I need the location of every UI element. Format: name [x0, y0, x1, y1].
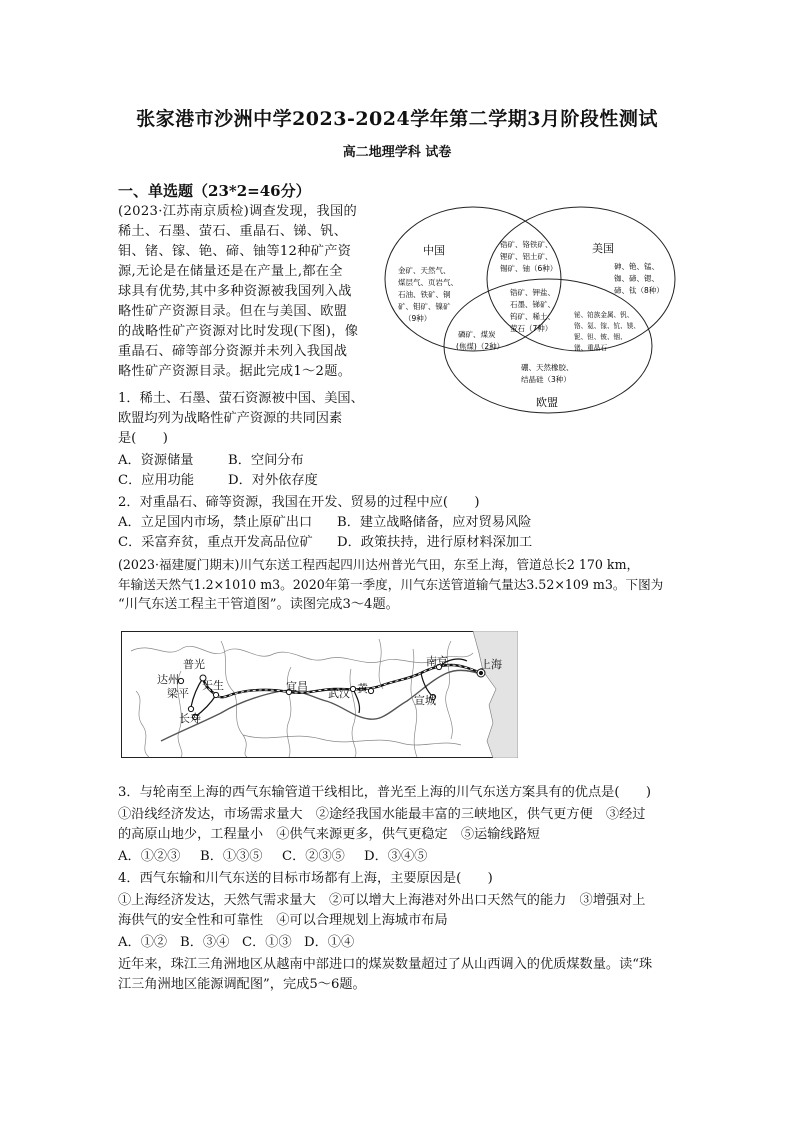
intro-line: 重晶石、碲等部分资源并未列入我国战 — [118, 344, 348, 359]
svg-text:磷矿、煤炭: 磷矿、煤炭 — [458, 330, 496, 339]
label-changshou: 长寿 — [179, 712, 201, 725]
option-a[interactable]: A．①② — [118, 935, 168, 950]
option-d[interactable]: D．政策扶持，进行原材料深加工 — [337, 535, 533, 550]
intro-line: 稀土、石墨、萤石、重晶石、锑、钒、 — [118, 224, 348, 239]
svg-text:锗、重晶石: 锗、重晶石 — [574, 344, 607, 352]
option-row — [118, 933, 354, 953]
label-puguang: 普光 — [183, 658, 205, 671]
option-c[interactable]: C．采富弃贫，重点开发高品位矿 — [118, 535, 313, 550]
page-title: 张家港市沙洲中学2023-2024学年第二学期3月阶段性测试 — [136, 108, 658, 130]
question-line: 海供气的安全性和可靠性 ④可以合理规划上海城市布局 — [118, 913, 448, 928]
intro-line: 略性矿产资源目录。据此完成1～2题。 — [118, 364, 352, 379]
option-c[interactable]: C．①③ — [242, 935, 292, 950]
label-dazhou: 达州 — [157, 673, 179, 686]
svg-text:金矿、天然气、: 金矿、天然气、 — [398, 266, 451, 275]
svg-text:(焦煤)（2种）: (焦煤)（2种） — [456, 342, 505, 351]
usa-eu-minerals — [574, 310, 640, 352]
svg-text:石墨、锑矿、: 石墨、锑矿、 — [510, 300, 555, 309]
label-china: 中国 — [423, 244, 445, 257]
svg-text:铋、铂族金属、钒、: 铋、铂族金属、钒、 — [574, 311, 634, 319]
question-stem: 4．西气东输和川气东送的目标市场都有上海，主要原因是( ) — [118, 871, 493, 886]
intro-line: 近年来，珠江三角洲地区从越南中部进口的煤炭数量超过了从山西调入的优质煤数量。读“珠 — [118, 957, 653, 972]
svg-text:萤石（7种）: 萤石（7种） — [510, 324, 553, 333]
section-heading: 一、单选题（23*2=46分） — [118, 182, 311, 200]
svg-text:（9种）: （9种） — [404, 314, 432, 323]
pipeline-map — [121, 631, 518, 758]
option-row — [118, 471, 318, 491]
option-row — [118, 451, 304, 471]
question-stem: 3．与轮南至上海的西气东输管道干线相比，普光至上海的川气东送方案具有的优点是( ) — [118, 785, 651, 800]
label-yichang: 宜昌 — [286, 680, 308, 693]
question-stem: 欧盟均列为战略性矿产资源的共同因素 — [118, 411, 343, 426]
option-b[interactable]: B．空间分布 — [228, 453, 304, 468]
svg-text:石油、铁矿、铜: 石油、铁矿、铜 — [398, 290, 451, 299]
label-usa: 美国 — [592, 242, 614, 255]
label-tiansheng: 天生 — [202, 679, 224, 692]
option-b[interactable]: B．③④ — [180, 935, 230, 950]
option-d[interactable]: D．对外依存度 — [228, 473, 318, 488]
intro-line: 钼、锗、镓、铯、碲、铀等12种矿产资 — [118, 244, 352, 259]
page-subtitle: 高二地理学科 试卷 — [342, 145, 452, 160]
svg-text:碲、钛（8种）: 碲、钛（8种） — [614, 286, 664, 295]
intro-line: (2023·福建厦门期末)川气东送工程西起四川达州普光气田，东至上海，管道总长2 170 km， — [118, 557, 640, 572]
question-stem: 1．稀土、石墨、萤石资源被中国、美国、 — [118, 391, 364, 406]
question-line: 的高原山地少，工程量小 ④供气来源更多，供气更稳定 ⑤运输线路短 — [118, 827, 540, 842]
question-stem: 2．对重晶石、碲等资源，我国在开发、贸易的过程中应( ) — [118, 495, 480, 510]
svg-text:锆矿、钾盐、: 锆矿、钾盐、 — [510, 288, 555, 297]
label-nanjing: 南京 — [426, 655, 448, 668]
intro-line: 江三角洲地区能源调配图”，完成5～6题。 — [118, 977, 366, 992]
venn-diagram — [378, 196, 678, 416]
option-a[interactable]: A．立足国内市场，禁止原矿出口 — [118, 515, 313, 530]
option-row — [118, 533, 532, 553]
question-stem: 是( ) — [118, 431, 168, 446]
label-eu: 欧盟 — [536, 396, 558, 409]
svg-text:砷、铯、锰、: 砷、铯、锰、 — [614, 262, 659, 271]
svg-text:硼、天然橡胶、: 硼、天然橡胶、 — [521, 363, 574, 372]
option-b[interactable]: B．①③⑤ — [200, 849, 263, 864]
question-line: ①沿线经济发达，市场需求量大 ②途经我国水能最丰富的三峡地区，供气更方便 ③经过 — [118, 807, 646, 822]
svg-text:结晶硅（3种）: 结晶硅（3种） — [521, 375, 571, 384]
svg-text:铷、碲、锶、: 铷、碲、锶、 — [614, 274, 659, 283]
option-c[interactable]: C．②③⑤ — [282, 849, 345, 864]
option-d[interactable]: D．③④⑤ — [364, 849, 428, 864]
label-huang: 黄 — [357, 682, 368, 695]
label-liangping: 梁平 — [167, 687, 189, 700]
china-usa-minerals — [500, 239, 557, 273]
svg-text:锡矿、铀（6种）: 锡矿、铀（6种） — [500, 264, 558, 273]
intro-line: 略性矿产资源目录。但在与美国、欧盟 — [118, 304, 348, 319]
label-wuhan: 武汉 — [328, 687, 350, 700]
svg-text:铬、氦、镓、钪、镁、: 铬、氦、镓、钪、镁、 — [574, 322, 640, 330]
china-eu-minerals — [456, 329, 504, 351]
china-only-minerals — [398, 265, 458, 323]
option-a[interactable]: A．资源储量 — [118, 453, 194, 468]
intro-line: “川气东送工程主干管道图”。读图完成3～4题。 — [118, 597, 399, 612]
eu-only-minerals — [521, 362, 574, 384]
shared-minerals — [510, 287, 555, 333]
option-c[interactable]: C．应用功能 — [118, 473, 195, 488]
intro-line: 球具有优势,其中多种资源被我国列入战 — [118, 284, 352, 299]
option-b[interactable]: B．建立战略储备，应对贸易风险 — [337, 515, 532, 530]
intro-line: 的战略性矿产资源对比时发现(下图)，像 — [118, 324, 359, 339]
svg-text:钨矿、稀土、: 钨矿、稀土、 — [510, 312, 555, 321]
option-row — [118, 847, 427, 867]
label-shanghai: 上海 — [480, 658, 502, 671]
svg-text:矿、钼矿、镍矿: 矿、钼矿、镍矿 — [398, 302, 451, 311]
label-xuancheng: 宣城 — [414, 694, 436, 707]
option-row — [118, 513, 531, 533]
intro-line: 年输送天然气1.2×1010 m3。2020年第一季度，川气东送管道输气量达3.52×109 m3。下图为 — [118, 577, 664, 592]
intro-line: 源,无论是在储量还是在产量上,都在全 — [118, 264, 343, 279]
question-line: ①上海经济发达，天然气需求量大 ②可以增大上海港对外出口天然气的能力 ③增强对上 — [118, 893, 646, 908]
svg-text:铌、钽、铍、铟、: 铌、钽、铍、铟、 — [574, 333, 627, 341]
svg-text:煤层气、页岩气、: 煤层气、页岩气、 — [398, 278, 458, 287]
svg-text:锆矿、铬铁矿、: 锆矿、铬铁矿、 — [500, 240, 553, 249]
usa-only-minerals — [614, 261, 664, 295]
option-d[interactable]: D．①④ — [304, 935, 355, 950]
intro-line: (2023·江苏南京质检)调查发现，我国的 — [118, 204, 357, 219]
option-a[interactable]: A．①②③ — [118, 849, 181, 864]
svg-text:锂矿、铝土矿、: 锂矿、铝土矿、 — [500, 252, 553, 261]
